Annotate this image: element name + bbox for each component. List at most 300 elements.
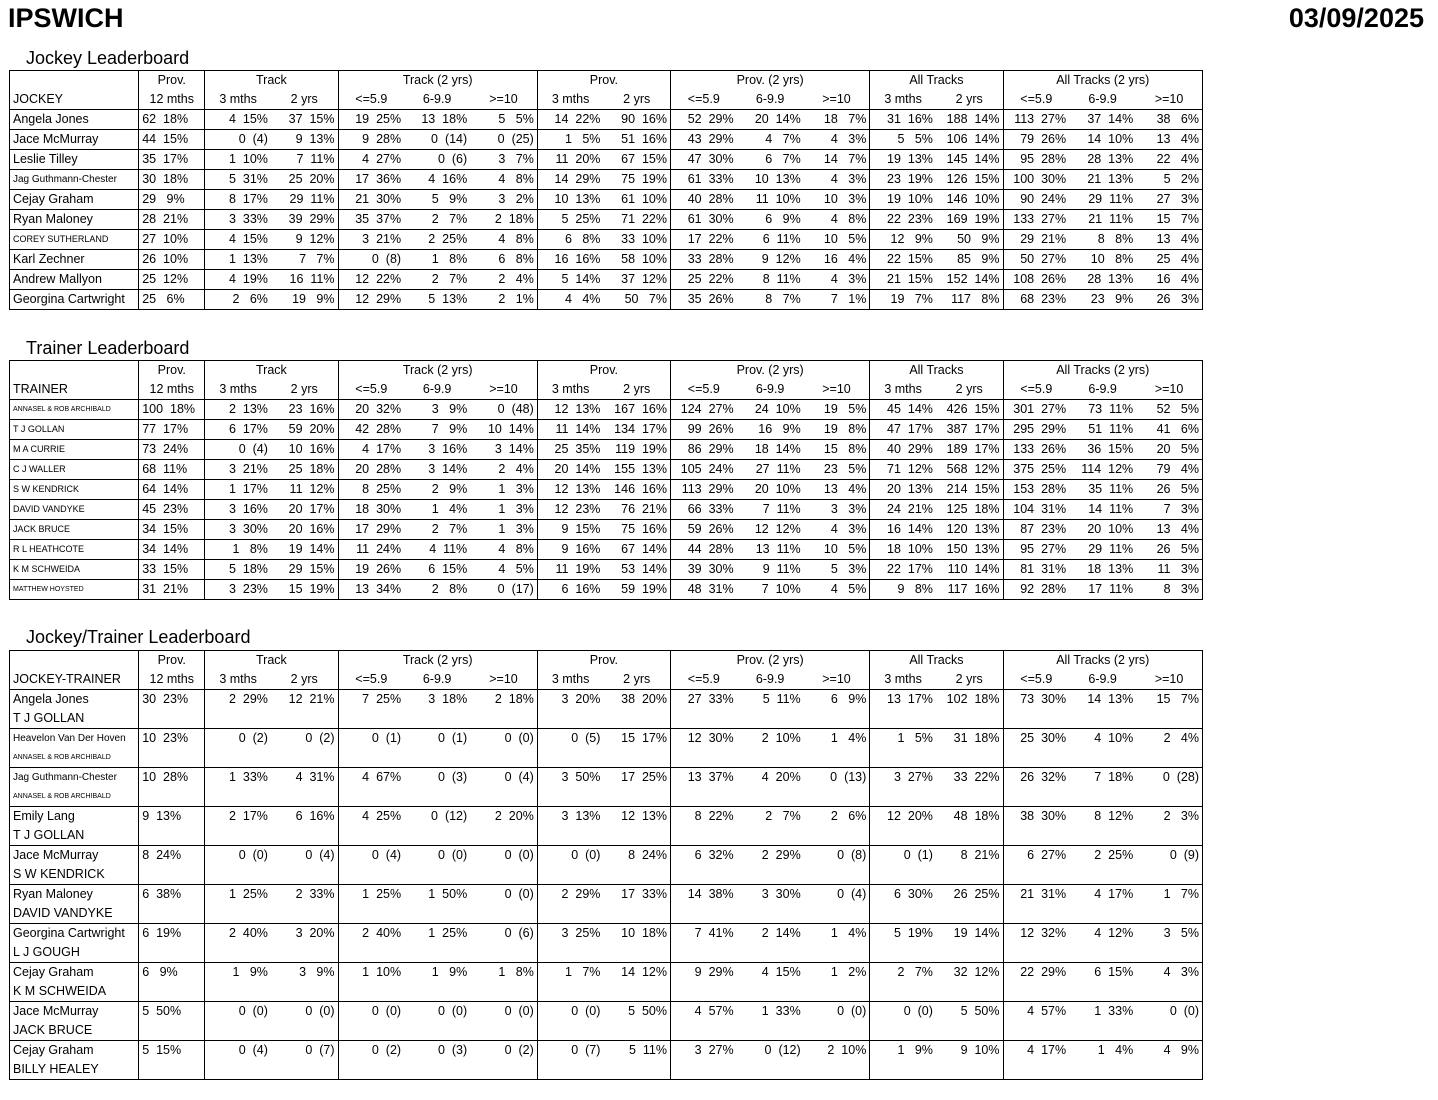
stat-cell: 12 21% [288, 692, 335, 706]
stat-cell: 10 13% [537, 190, 603, 210]
row-trainer-name: T J GOLLAN [10, 709, 139, 729]
stat-cell: 119 19% [603, 440, 670, 460]
stat-cell: 0 (0) [438, 1004, 468, 1018]
column-header: <=5.9 [1003, 90, 1069, 110]
stat-cell: 16 4% [804, 250, 870, 270]
stat-cell: 0 (9) [1169, 848, 1199, 862]
stat-cell: 4 15% [205, 230, 271, 250]
stat-cell: 0 (0) [504, 731, 534, 745]
empty-cell [1003, 943, 1069, 963]
stat-cell: 11 19% [537, 560, 603, 580]
stat-cell: 100 30% [1003, 170, 1069, 190]
stat-cell: 17 25% [621, 770, 667, 784]
group-header: Track (2 yrs) [338, 361, 537, 381]
stat-cell: 26 5% [1136, 540, 1202, 560]
stat-cell: 12 20% [870, 807, 936, 827]
empty-cell [1003, 904, 1069, 924]
stat-cell: 1 13% [205, 250, 271, 270]
empty-cell [603, 943, 670, 963]
empty-cell [338, 982, 404, 1002]
stat-cell: 9 13% [271, 130, 338, 150]
empty-cell [537, 904, 603, 924]
stat-cell: 5 25% [537, 210, 603, 230]
empty-cell [139, 709, 205, 729]
stat-cell: 19 26% [338, 560, 404, 580]
stat-cell: 0 (2) [305, 731, 335, 745]
stat-cell: 47 17% [870, 420, 936, 440]
stat-cell: 0 (4) [205, 440, 271, 460]
empty-cell [205, 748, 271, 768]
empty-cell [671, 787, 737, 807]
stat-cell: 1 9% [870, 1041, 936, 1061]
trainer-leaderboard-title: Trainer Leaderboard [26, 338, 190, 358]
empty-cell [936, 904, 1003, 924]
stat-cell: 1 10% [205, 150, 271, 170]
header-blank-cell [10, 361, 139, 381]
empty-cell [936, 826, 1003, 846]
group-header: Track (2 yrs) [338, 651, 537, 671]
stat-cell: 2 10% [761, 731, 801, 745]
stat-cell: 11 14% [537, 420, 603, 440]
stat-cell: 0 (12) [431, 809, 468, 823]
stat-cell: 12 22% [338, 270, 404, 290]
row-name: Georgina Cartwright [10, 290, 139, 310]
stat-cell: 31 16% [870, 110, 936, 130]
empty-cell [139, 748, 205, 768]
empty-cell [1069, 1021, 1136, 1041]
stat-cell: 2 7% [765, 809, 801, 823]
stat-cell: 0 (3) [438, 1043, 468, 1057]
column-header: <=5.9 [338, 670, 404, 690]
stat-cell: 6 19% [139, 924, 205, 944]
empty-cell [936, 748, 1003, 768]
empty-cell [671, 826, 737, 846]
stat-cell: 2 4% [470, 460, 537, 480]
stat-cell: 4 8% [470, 230, 537, 250]
column-header: >=10 [804, 670, 870, 690]
empty-cell [936, 865, 1003, 885]
stat-cell: 3 23% [205, 580, 271, 600]
stat-cell: 13 4% [1136, 130, 1202, 150]
group-header-row [10, 71, 1203, 91]
stat-cell: 0 (3) [438, 770, 468, 784]
stat-cell: 2 9% [404, 480, 470, 500]
row-name: Jace McMurray [13, 848, 99, 862]
stat-cell: 58 10% [603, 250, 670, 270]
empty-cell [205, 865, 271, 885]
stat-cell: 7 11% [737, 500, 804, 520]
empty-cell [870, 1021, 936, 1041]
stat-cell: 34 14% [139, 540, 205, 560]
stat-cell: 3 18% [428, 692, 468, 706]
stat-cell: 18 10% [870, 540, 936, 560]
stat-cell: 0 (0) [837, 1004, 867, 1018]
table-row [10, 1041, 1203, 1061]
stat-cell: 37 15% [271, 110, 338, 130]
stat-cell: 4 15% [761, 965, 801, 979]
stat-cell: 37 14% [1069, 110, 1136, 130]
table-row [10, 768, 1203, 788]
stat-cell: 10 3% [804, 190, 870, 210]
stat-cell: 7 3% [1136, 500, 1202, 520]
jockey-trainer-leaderboard-title: Jockey/Trainer Leaderboard [26, 627, 251, 647]
stat-cell: 18 13% [1069, 560, 1136, 580]
stat-cell: 59 19% [603, 580, 670, 600]
stat-cell: 1 2% [830, 965, 867, 979]
column-header: 3 mths [537, 670, 603, 690]
empty-cell [603, 982, 670, 1002]
stat-cell: 15 8% [804, 440, 870, 460]
empty-cell [671, 1021, 737, 1041]
group-header: All Tracks (2 yrs) [1003, 651, 1203, 671]
table-row [10, 846, 1203, 866]
stat-cell: 6 8% [537, 230, 603, 250]
stat-cell: 1 33% [1094, 1004, 1134, 1018]
stat-cell: 25 20% [271, 170, 338, 190]
group-header: Prov. (2 yrs) [671, 361, 870, 381]
stat-cell: 52 29% [671, 110, 737, 130]
trainer-subrow [10, 904, 1203, 924]
group-header: Prov. [537, 71, 670, 91]
stat-cell: 9 11% [737, 560, 804, 580]
column-header: 2 yrs [603, 670, 670, 690]
stat-cell: 1 8% [404, 250, 470, 270]
stat-cell: 1 3% [470, 520, 537, 540]
stat-cell: 8 22% [671, 807, 737, 827]
stat-cell: 2 13% [205, 400, 271, 420]
stat-cell: 12 32% [1003, 924, 1069, 944]
leaderboard-table [9, 650, 1203, 1080]
empty-cell [603, 1021, 670, 1041]
empty-cell [338, 1060, 404, 1080]
empty-cell [1069, 865, 1136, 885]
empty-cell [1069, 787, 1136, 807]
stat-cell: 11 12% [271, 480, 338, 500]
column-header: <=5.9 [1003, 380, 1069, 400]
stat-cell: 0 (0) [438, 848, 468, 862]
stat-cell: 6 15% [404, 560, 470, 580]
column-header-row [10, 90, 1203, 110]
stat-cell: 6 8% [470, 250, 537, 270]
stat-cell: 19 7% [870, 290, 936, 310]
stat-cell: 61 30% [671, 210, 737, 230]
stat-cell: 3 2% [470, 190, 537, 210]
stat-cell: 99 26% [671, 420, 737, 440]
stat-cell: 35 37% [338, 210, 404, 230]
stat-cell: 4 16% [404, 170, 470, 190]
stat-cell: 79 4% [1136, 460, 1202, 480]
stat-cell: 37 12% [603, 270, 670, 290]
empty-cell [1003, 1021, 1069, 1041]
stat-cell: 100 18% [139, 400, 205, 420]
stat-cell: 7 10% [737, 580, 804, 600]
row-trainer-name: S W KENDRICK [10, 865, 139, 885]
empty-cell [338, 1021, 404, 1041]
stat-cell: 67 14% [603, 540, 670, 560]
row-trainer-name: JACK BRUCE [10, 1021, 139, 1041]
stat-cell: 25 12% [139, 270, 205, 290]
row-name: S W KENDRICK [10, 480, 139, 500]
stat-cell: 0 (1) [338, 729, 404, 749]
stat-cell: 2 10% [827, 1043, 867, 1057]
row-name: M A CURRIE [10, 440, 139, 460]
empty-cell [271, 982, 338, 1002]
stat-cell: 2 40% [338, 924, 404, 944]
jockey-trainer-leaderboard [9, 650, 1203, 1080]
stat-cell: 2 4% [470, 270, 537, 290]
stat-cell: 104 31% [1003, 500, 1069, 520]
table-row [10, 480, 1203, 500]
stat-cell: 1 25% [428, 926, 468, 940]
stat-cell: 1 5% [537, 130, 603, 150]
stat-cell: 6 7% [737, 150, 804, 170]
stat-cell: 1 3% [470, 500, 537, 520]
column-header: >=10 [804, 90, 870, 110]
stat-cell: 0 (12) [764, 1043, 801, 1057]
table-row [10, 580, 1203, 600]
stat-cell: 6 9% [737, 210, 804, 230]
column-header: 2 yrs [936, 90, 1003, 110]
stat-cell: 75 16% [603, 520, 670, 540]
empty-cell [1136, 865, 1202, 885]
stat-cell: 8 17% [205, 190, 271, 210]
stat-cell: 4 3% [1163, 965, 1199, 979]
stat-cell: 26 10% [139, 250, 205, 270]
stat-cell: 25 6% [139, 290, 205, 310]
stat-cell: 114 12% [1069, 460, 1136, 480]
empty-cell [804, 904, 870, 924]
leaderboard-table [9, 70, 1203, 310]
column-header: 3 mths [870, 670, 936, 690]
stat-cell: 3 25% [537, 924, 603, 944]
stat-cell: 7 41% [671, 924, 737, 944]
column-header: 6-9.9 [404, 90, 470, 110]
table-row [10, 170, 1203, 190]
stat-cell: 77 17% [139, 420, 205, 440]
stat-cell: 15 17% [621, 731, 667, 745]
empty-cell [870, 865, 936, 885]
empty-cell [870, 982, 936, 1002]
stat-cell: 41 6% [1136, 420, 1202, 440]
empty-cell [205, 826, 271, 846]
stat-cell: 0 (0) [205, 846, 271, 866]
stat-cell: 1 7% [537, 963, 603, 983]
stat-cell: 10 23% [139, 729, 205, 749]
group-header: Prov. (2 yrs) [671, 71, 870, 91]
empty-cell [737, 865, 804, 885]
stat-cell: 0 (0) [205, 1002, 271, 1022]
stat-cell: 0 (0) [504, 848, 534, 862]
empty-cell [671, 709, 737, 729]
stat-cell: 68 23% [1003, 290, 1069, 310]
stat-cell: 17 22% [671, 230, 737, 250]
empty-cell [404, 982, 470, 1002]
column-header: <=5.9 [671, 90, 737, 110]
stat-cell: 14 10% [1069, 130, 1136, 150]
empty-cell [404, 904, 470, 924]
stat-cell: 31 18% [953, 731, 1000, 745]
stat-cell: 6 27% [1003, 846, 1069, 866]
empty-cell [936, 1060, 1003, 1080]
jockey-leaderboard [9, 70, 1203, 310]
column-header: <=5.9 [1003, 670, 1069, 690]
empty-cell [139, 943, 205, 963]
empty-cell [139, 787, 205, 807]
stat-cell: 0 (0) [537, 1002, 603, 1022]
stat-cell: 134 17% [603, 420, 670, 440]
column-header: 6-9.9 [737, 90, 804, 110]
column-header: <=5.9 [671, 380, 737, 400]
empty-cell [603, 709, 670, 729]
stat-cell: 0 (8) [338, 250, 404, 270]
stat-cell: 0 (0) [338, 1002, 404, 1022]
row-name: ANNASEL & ROB ARCHIBALD [10, 400, 139, 420]
stat-cell: 4 8% [804, 210, 870, 230]
stat-cell: 1 7% [1163, 887, 1199, 901]
row-name: T J GOLLAN [10, 420, 139, 440]
stat-cell: 35 11% [1069, 480, 1136, 500]
stat-cell: 8 25% [338, 480, 404, 500]
stat-cell: 50 7% [603, 290, 670, 310]
first-column-header: JOCKEY-TRAINER [10, 670, 139, 690]
stat-cell: 45 14% [870, 400, 936, 420]
stat-cell: 5 11% [629, 1043, 667, 1057]
stat-cell: 12 12% [737, 520, 804, 540]
empty-cell [737, 709, 804, 729]
stat-cell: 4 27% [338, 150, 404, 170]
stat-cell: 0 (13) [830, 770, 867, 784]
column-header: <=5.9 [671, 670, 737, 690]
stat-cell: 29 9% [139, 190, 205, 210]
stat-cell: 25 35% [537, 440, 603, 460]
empty-cell [1069, 709, 1136, 729]
stat-cell: 11 10% [737, 190, 804, 210]
empty-cell [404, 748, 470, 768]
empty-cell [205, 787, 271, 807]
stat-cell: 12 13% [537, 480, 603, 500]
column-header: 12 mths [139, 90, 205, 110]
stat-cell: 2 29% [761, 848, 801, 862]
stat-cell: 9 16% [537, 540, 603, 560]
empty-cell [404, 1060, 470, 1080]
stat-cell: 35 17% [139, 150, 205, 170]
stat-cell: 27 33% [671, 690, 737, 710]
empty-cell [936, 982, 1003, 1002]
stat-cell: 21 31% [1003, 885, 1069, 905]
row-name: MATTHEW HOYSTED [10, 580, 139, 600]
trainer-leaderboard [9, 360, 1203, 600]
table-row [10, 110, 1203, 130]
stat-cell: 152 14% [936, 270, 1003, 290]
stat-cell: 12 29% [338, 290, 404, 310]
group-header: Prov. (2 yrs) [671, 651, 870, 671]
stat-cell: 2 18% [494, 692, 534, 706]
stat-cell: 110 14% [936, 560, 1003, 580]
stat-cell: 3 16% [404, 440, 470, 460]
stat-cell: 8 11% [737, 270, 804, 290]
stat-cell: 12 13% [621, 809, 667, 823]
stat-cell: 0 (2) [205, 729, 271, 749]
column-header: 3 mths [205, 670, 271, 690]
stat-cell: 6 9% [830, 692, 867, 706]
stat-cell: 29 11% [1069, 540, 1136, 560]
stat-cell: 2 33% [295, 887, 335, 901]
column-header: 3 mths [205, 90, 271, 110]
stat-cell: 2 20% [494, 809, 534, 823]
column-header: 3 mths [537, 380, 603, 400]
empty-cell [470, 904, 537, 924]
empty-cell [537, 826, 603, 846]
stat-cell: 5 50% [139, 1002, 205, 1022]
stat-cell: 4 5% [804, 580, 870, 600]
empty-cell [404, 865, 470, 885]
stat-cell: 0 (4) [205, 1041, 271, 1061]
stat-cell: 3 33% [205, 210, 271, 230]
empty-cell [671, 904, 737, 924]
row-trainer-name: L J GOUGH [10, 943, 139, 963]
stat-cell: 5 2% [1136, 170, 1202, 190]
empty-cell [338, 787, 404, 807]
stat-cell: 6 38% [139, 885, 205, 905]
stat-cell: 16 4% [1136, 270, 1202, 290]
empty-cell [271, 787, 338, 807]
stat-cell: 0 (7) [537, 1041, 603, 1061]
stat-cell: 14 13% [1087, 692, 1134, 706]
stat-cell: 95 28% [1003, 150, 1069, 170]
empty-cell [603, 748, 670, 768]
stat-cell: 14 12% [621, 965, 667, 979]
row-name: Cejay Graham [13, 965, 94, 979]
empty-cell [804, 982, 870, 1002]
column-header: 12 mths [139, 670, 205, 690]
stat-cell: 5 18% [205, 560, 271, 580]
table-row [10, 440, 1203, 460]
stat-cell: 8 24% [139, 846, 205, 866]
stat-cell: 1 8% [498, 965, 534, 979]
stat-cell: 6 32% [671, 846, 737, 866]
column-header: >=10 [470, 90, 537, 110]
stat-cell: 22 4% [1136, 150, 1202, 170]
empty-cell [804, 1021, 870, 1041]
empty-cell [737, 748, 804, 768]
stat-cell: 23 19% [870, 170, 936, 190]
empty-cell [737, 982, 804, 1002]
stat-cell: 19 9% [271, 290, 338, 310]
stat-cell: 13 11% [737, 540, 804, 560]
column-header: 3 mths [205, 380, 271, 400]
group-header: All Tracks [870, 361, 1003, 381]
stat-cell: 14 38% [671, 885, 737, 905]
row-name: DAVID VANDYKE [10, 500, 139, 520]
empty-cell [537, 748, 603, 768]
stat-cell: 8 12% [1094, 809, 1134, 823]
table-row [10, 230, 1203, 250]
stat-cell: 1 4% [1097, 1043, 1134, 1057]
stat-cell: 5 50% [960, 1004, 1000, 1018]
stat-cell: 19 14% [953, 926, 1000, 940]
stat-cell: 1 10% [338, 963, 404, 983]
stat-cell: 25 30% [1003, 729, 1069, 749]
stat-cell: 12 13% [537, 400, 603, 420]
empty-cell [139, 982, 205, 1002]
stat-cell: 13 37% [671, 768, 737, 788]
stat-cell: 26 3% [1136, 290, 1202, 310]
stat-cell: 5 5% [470, 110, 537, 130]
table-row [10, 560, 1203, 580]
stat-cell: 169 19% [936, 210, 1003, 230]
stat-cell: 113 27% [1003, 110, 1069, 130]
stat-cell: 14 7% [804, 150, 870, 170]
